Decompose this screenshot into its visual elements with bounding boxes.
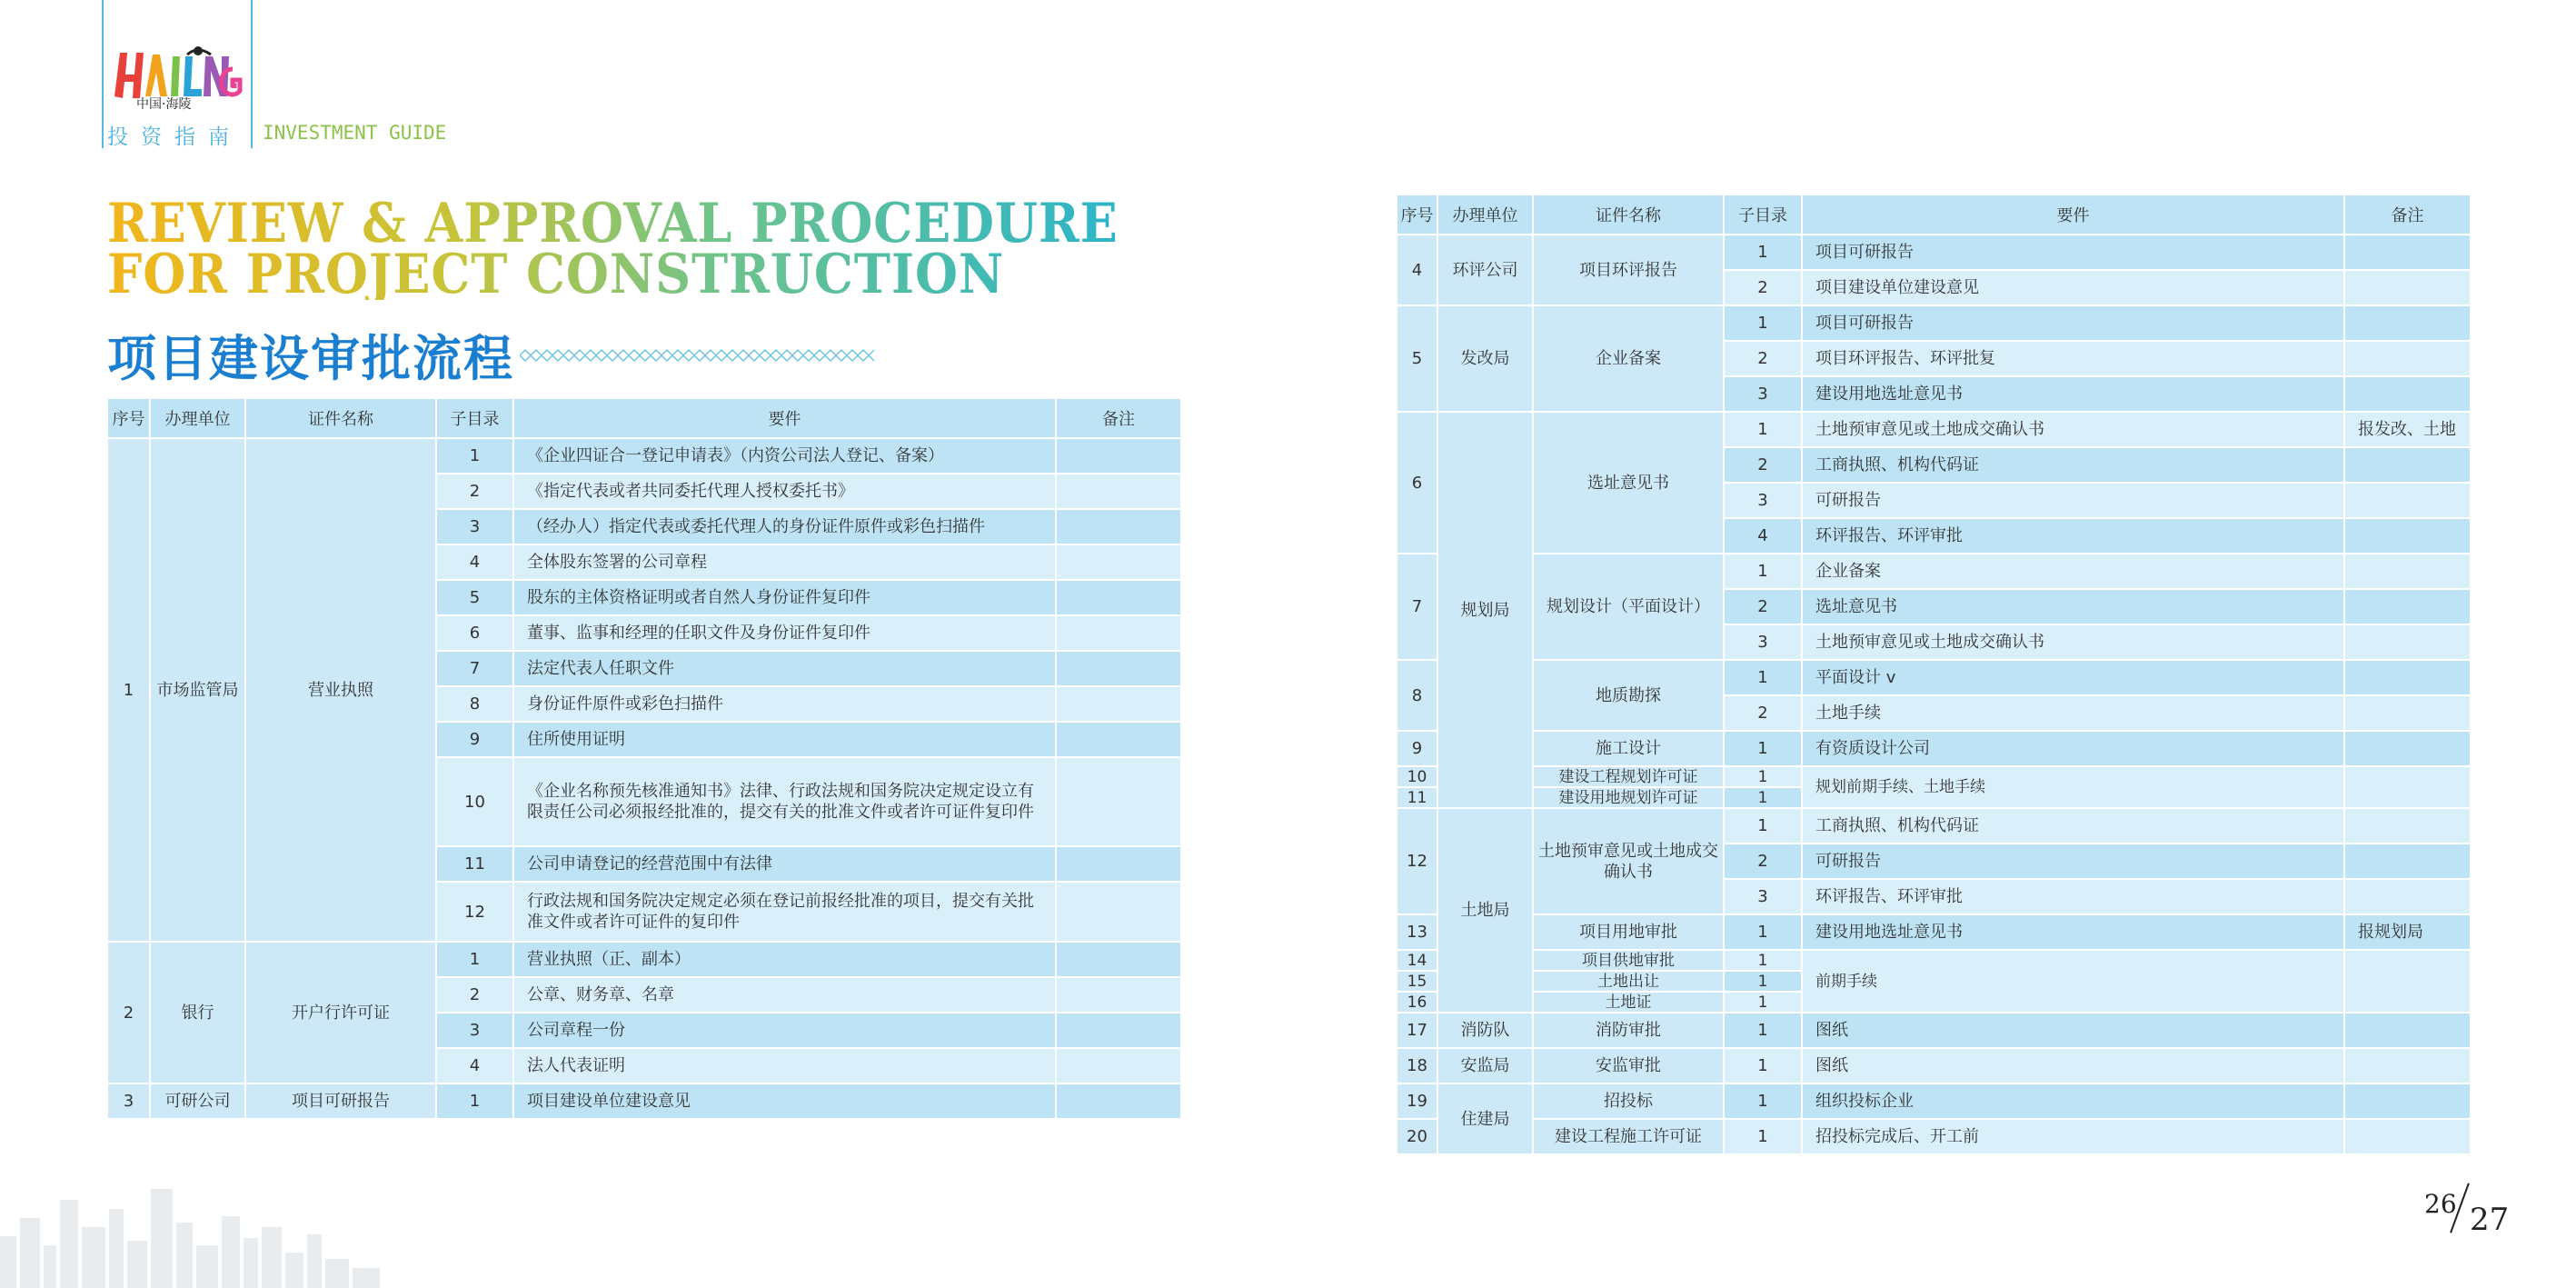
requirement: （经办人）指定代表或委托代理人的身份证件原件或彩色扫描件	[513, 509, 1056, 544]
group-no: 17	[1397, 1013, 1437, 1048]
header-note: 备注	[1056, 398, 1181, 438]
group-no: 18	[1397, 1048, 1437, 1083]
group-unit: 市场监管局	[150, 438, 245, 942]
requirement: 招投标完成后、开工前	[1802, 1119, 2344, 1154]
table-row	[1397, 554, 2471, 589]
group-no: 14	[1397, 950, 1437, 971]
group-cert: 项目环评报告	[1533, 235, 1724, 305]
note	[2344, 624, 2471, 660]
group-cert: 建设工程规划许可证	[1533, 766, 1724, 787]
requirement: 土地预审意见或土地成交确认书	[1802, 624, 2344, 660]
page-number-right: 27	[2470, 1202, 2510, 1238]
sub-index: 2	[436, 977, 513, 1013]
note	[1056, 544, 1181, 580]
requirement: 营业执照（正、副本）	[513, 942, 1056, 977]
left-approval-table	[106, 397, 1182, 1120]
table-header-row	[107, 398, 1181, 438]
sub-index: 1	[1724, 305, 1802, 341]
requirement: 规划前期手续、土地手续	[1802, 766, 2344, 808]
requirement: 工商执照、机构代码证	[1802, 447, 2344, 483]
requirement: 有资质设计公司	[1802, 731, 2344, 766]
city-skyline-decoration	[0, 1182, 382, 1288]
table-row	[1397, 766, 2471, 787]
header-req: 要件	[513, 398, 1056, 438]
note	[2344, 305, 2471, 341]
group-unit: 住建局	[1437, 1083, 1533, 1154]
sub-index: 2	[1724, 844, 1802, 879]
requirement: 法人代表证明	[513, 1048, 1056, 1083]
requirement: 项目建设单位建设意见	[1802, 270, 2344, 305]
note	[1056, 882, 1181, 942]
group-no: 8	[1397, 660, 1437, 731]
sub-index: 1	[1724, 787, 1802, 808]
note	[2344, 844, 2471, 879]
sub-index: 1	[1724, 1048, 1802, 1083]
note	[1056, 846, 1181, 882]
sub-index: 8	[436, 686, 513, 722]
table-row	[107, 438, 1181, 474]
note	[2344, 766, 2471, 808]
table-row	[1397, 950, 2471, 971]
header-divider-left	[102, 0, 104, 148]
group-cert: 企业备案	[1533, 305, 1724, 412]
english-title-line1: REVIEW & APPROVAL PROCEDURE	[107, 192, 1119, 255]
note	[2344, 1119, 2471, 1154]
sub-index: 7	[436, 651, 513, 686]
group-no: 4	[1397, 235, 1437, 305]
english-title-line2: FOR PROJECT CONSTRUCTION	[107, 243, 1005, 306]
table-row	[1397, 660, 2471, 695]
note: 报规划局	[2344, 914, 2471, 950]
group-no: 2	[107, 942, 150, 1083]
header-cert: 证件名称	[1533, 195, 1724, 235]
requirement: 公司申请登记的经营范围中有法律	[513, 846, 1056, 882]
header-sub: 子目录	[436, 398, 513, 438]
requirement: 工商执照、机构代码证	[1802, 808, 2344, 844]
requirement: 图纸	[1802, 1013, 2344, 1048]
sub-index: 1	[436, 942, 513, 977]
group-unit: 可研公司	[150, 1083, 245, 1119]
sub-index: 2	[1724, 589, 1802, 624]
note	[1056, 1013, 1181, 1048]
note	[2344, 376, 2471, 412]
sub-index: 2	[436, 474, 513, 509]
group-unit: 银行	[150, 942, 245, 1083]
requirement: 组织投标企业	[1802, 1083, 2344, 1119]
sub-index: 1	[436, 438, 513, 474]
chinese-title: 项目建设审批流程	[107, 330, 514, 387]
requirement: 项目可研报告	[1802, 235, 2344, 270]
note	[1056, 977, 1181, 1013]
note	[1056, 580, 1181, 615]
note	[1056, 438, 1181, 474]
sub-index: 2	[1724, 695, 1802, 731]
sub-index: 3	[1724, 483, 1802, 518]
note	[2344, 879, 2471, 914]
requirement: 股东的主体资格证明或者自然人身份证件复印件	[513, 580, 1056, 615]
requirement: 公司章程一份	[513, 1013, 1056, 1048]
group-unit: 环评公司	[1437, 235, 1533, 305]
table-row	[1397, 1048, 2471, 1083]
sub-index: 1	[1724, 992, 1802, 1013]
group-no: 16	[1397, 992, 1437, 1013]
table-row	[1397, 1083, 2471, 1119]
group-cert: 项目可研报告	[245, 1083, 436, 1119]
group-no: 10	[1397, 766, 1437, 787]
group-no: 19	[1397, 1083, 1437, 1119]
note	[1056, 686, 1181, 722]
group-no: 20	[1397, 1119, 1437, 1154]
sub-index: 1	[1724, 554, 1802, 589]
note	[2344, 950, 2471, 1013]
table-row	[1397, 731, 2471, 766]
sub-index: 1	[1724, 1013, 1802, 1048]
group-cert: 项目供地审批	[1533, 950, 1724, 971]
group-unit: 土地局	[1437, 808, 1533, 1013]
sub-index: 2	[1724, 270, 1802, 305]
requirement: 平面设计 v	[1802, 660, 2344, 695]
header-unit: 办理单位	[1437, 195, 1533, 235]
sub-index: 4	[436, 544, 513, 580]
note	[2344, 589, 2471, 624]
group-cert: 土地出让	[1533, 971, 1724, 992]
logo-subtext: 中国·海陵	[136, 97, 192, 112]
zigzag-decoration	[520, 347, 876, 364]
note	[1056, 1083, 1181, 1119]
requirement: 环评报告、环评审批	[1802, 518, 2344, 554]
note	[1056, 1048, 1181, 1083]
group-no: 13	[1397, 914, 1437, 950]
table-row	[1397, 808, 2471, 844]
table-row	[107, 1083, 1181, 1119]
guide-en-label: INVESTMENT GUIDE	[263, 122, 447, 144]
group-cert: 土地证	[1533, 992, 1724, 1013]
requirement: 建设用地选址意见书	[1802, 376, 2344, 412]
group-cert: 开户行许可证	[245, 942, 436, 1083]
sub-index: 3	[436, 1013, 513, 1048]
group-no: 3	[107, 1083, 150, 1119]
requirement: 《企业四证合一登记申请表》（内资公司法人登记、备案）	[513, 438, 1056, 474]
group-cert: 消防审批	[1533, 1013, 1724, 1048]
note	[2344, 235, 2471, 270]
group-cert: 地质勘探	[1533, 660, 1724, 731]
group-unit: 消防队	[1437, 1013, 1533, 1048]
sub-index: 4	[436, 1048, 513, 1083]
group-cert: 营业执照	[245, 438, 436, 942]
table-row	[1397, 305, 2471, 341]
requirement: 选址意见书	[1802, 589, 2344, 624]
note	[2344, 341, 2471, 376]
group-no: 6	[1397, 412, 1437, 554]
sub-index: 5	[436, 580, 513, 615]
page-number-left: 26	[2424, 1189, 2457, 1219]
sub-index: 12	[436, 882, 513, 942]
table-row	[1397, 914, 2471, 950]
group-cert: 施工设计	[1533, 731, 1724, 766]
requirement: 《指定代表或者共同委托代理人授权委托书》	[513, 474, 1056, 509]
header-cert: 证件名称	[245, 398, 436, 438]
sub-index: 11	[436, 846, 513, 882]
note	[2344, 1048, 2471, 1083]
group-cert: 建设用地规划许可证	[1533, 787, 1724, 808]
sub-index: 10	[436, 757, 513, 846]
sub-index: 1	[1724, 1083, 1802, 1119]
note	[1056, 474, 1181, 509]
note	[1056, 722, 1181, 757]
note	[2344, 518, 2471, 554]
note	[2344, 660, 2471, 695]
header-no: 序号	[1397, 195, 1437, 235]
requirement: 建设用地选址意见书	[1802, 914, 2344, 950]
note	[2344, 270, 2471, 305]
requirement: 项目环评报告、环评批复	[1802, 341, 2344, 376]
note	[1056, 651, 1181, 686]
sub-index: 2	[1724, 341, 1802, 376]
sub-index: 1	[1724, 235, 1802, 270]
sub-index: 3	[1724, 624, 1802, 660]
note	[2344, 1013, 2471, 1048]
note	[2344, 695, 2471, 731]
requirement: 项目建设单位建设意见	[513, 1083, 1056, 1119]
note	[1056, 942, 1181, 977]
note	[2344, 808, 2471, 844]
sub-index: 6	[436, 615, 513, 651]
sub-index: 1	[1724, 971, 1802, 992]
group-cert: 规划设计（平面设计）	[1533, 554, 1724, 660]
requirement: 项目可研报告	[1802, 305, 2344, 341]
header-no: 序号	[107, 398, 150, 438]
group-unit: 发改局	[1437, 305, 1533, 412]
table-row	[1397, 412, 2471, 447]
sub-index: 1	[1724, 950, 1802, 971]
note	[2344, 1083, 2471, 1119]
table-row	[107, 942, 1181, 977]
group-no: 7	[1397, 554, 1437, 660]
table-header-row	[1397, 195, 2471, 235]
header-req: 要件	[1802, 195, 2344, 235]
sub-index: 3	[436, 509, 513, 544]
requirement: 法定代表人任职文件	[513, 651, 1056, 686]
sub-index: 3	[1724, 376, 1802, 412]
sub-index: 1	[1724, 660, 1802, 695]
sub-index: 1	[1724, 412, 1802, 447]
note	[2344, 554, 2471, 589]
group-no: 5	[1397, 305, 1437, 412]
note	[2344, 731, 2471, 766]
requirement: 董事、监事和经理的任职文件及身份证件复印件	[513, 615, 1056, 651]
requirement: 土地预审意见或土地成交确认书	[1802, 412, 2344, 447]
group-cert: 建设工程施工许可证	[1533, 1119, 1724, 1154]
note	[2344, 483, 2471, 518]
requirement: 《企业名称预先核准通知书》法律、行政法规和国务院决定规定设立有限责任公司必须报经批准的，提交有关的批准文件或者许可证件复印件	[513, 757, 1056, 846]
header-divider-right	[251, 0, 253, 148]
requirement: 身份证件原件或彩色扫描件	[513, 686, 1056, 722]
sub-index: 1	[1724, 808, 1802, 844]
english-title	[107, 192, 1119, 306]
group-cert: 选址意见书	[1533, 412, 1724, 554]
group-no: 11	[1397, 787, 1437, 808]
sub-index: 1	[436, 1083, 513, 1119]
header-note: 备注	[2344, 195, 2471, 235]
header-unit: 办理单位	[150, 398, 245, 438]
group-unit: 安监局	[1437, 1048, 1533, 1083]
group-no: 1	[107, 438, 150, 942]
note	[1056, 757, 1181, 846]
table-row	[1397, 1119, 2471, 1154]
note: 报发改、土地	[2344, 412, 2471, 447]
group-cert: 土地预审意见或土地成交确认书	[1533, 808, 1724, 914]
sub-index: 4	[1724, 518, 1802, 554]
requirement: 全体股东签署的公司章程	[513, 544, 1056, 580]
guide-cn-label: 投资指南	[107, 125, 242, 149]
requirement: 可研报告	[1802, 844, 2344, 879]
requirement: 公章、财务章、名章	[513, 977, 1056, 1013]
right-approval-table	[1396, 194, 2472, 1155]
requirement: 可研报告	[1802, 483, 2344, 518]
sub-index: 1	[1724, 731, 1802, 766]
header-sub: 子目录	[1724, 195, 1802, 235]
group-unit: 规划局	[1437, 412, 1533, 808]
requirement: 图纸	[1802, 1048, 2344, 1083]
sub-index: 2	[1724, 447, 1802, 483]
group-no: 12	[1397, 808, 1437, 914]
requirement: 住所使用证明	[513, 722, 1056, 757]
note	[1056, 509, 1181, 544]
sub-index: 3	[1724, 879, 1802, 914]
requirement: 前期手续	[1802, 950, 2344, 1013]
sub-index: 9	[436, 722, 513, 757]
note	[1056, 615, 1181, 651]
table-row	[1397, 1013, 2471, 1048]
requirement: 行政法规和国务院决定规定必须在登记前报经批准的项目，提交有关批准文件或者许可证件的复印件	[513, 882, 1056, 942]
group-cert: 安监审批	[1533, 1048, 1724, 1083]
group-no: 15	[1397, 971, 1437, 992]
sub-index: 1	[1724, 766, 1802, 787]
note	[2344, 447, 2471, 483]
group-cert: 项目用地审批	[1533, 914, 1724, 950]
requirement: 企业备案	[1802, 554, 2344, 589]
sub-index: 1	[1724, 914, 1802, 950]
sub-index: 1	[1724, 1119, 1802, 1154]
group-no: 9	[1397, 731, 1437, 766]
requirement: 土地手续	[1802, 695, 2344, 731]
group-cert: 招投标	[1533, 1083, 1724, 1119]
table-row	[1397, 235, 2471, 270]
requirement: 环评报告、环评审批	[1802, 879, 2344, 914]
